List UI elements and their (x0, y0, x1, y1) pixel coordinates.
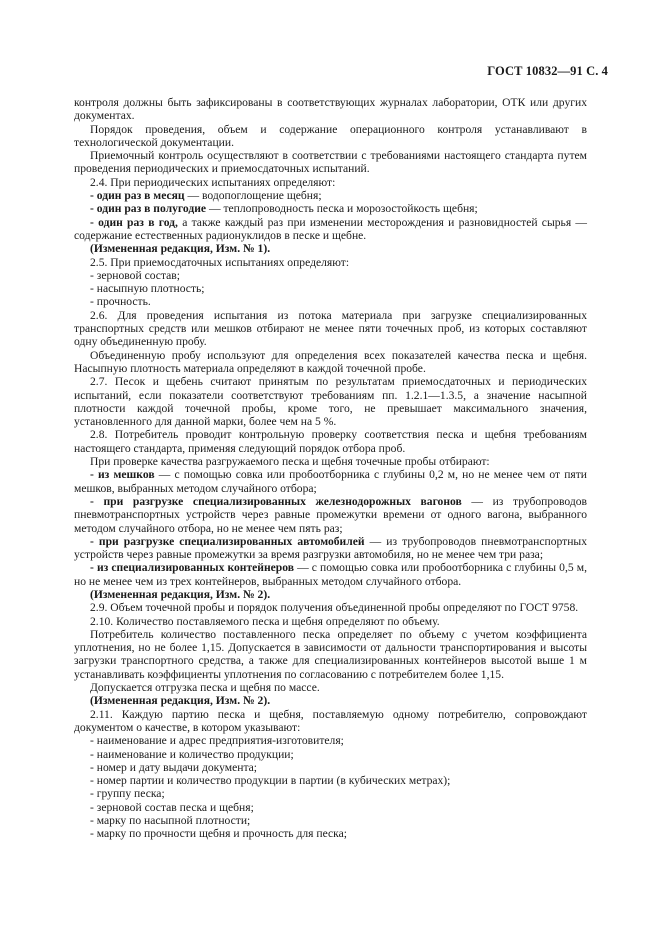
paragraph: Объединенную пробу используют для определения всех показателей качества песка и щебня. Насыпную плотность материала определяют в каждой точечной пробе. (74, 348, 587, 375)
item-text: — водопоглощение щебня; (184, 189, 322, 203)
list-item: - номер партии и количество продукции в партии (в кубических метрах); (90, 774, 451, 788)
paragraph: 2.4. При периодических испытаниях определяют: (90, 175, 336, 189)
list-item (74, 561, 587, 588)
list-item (74, 202, 587, 215)
bold-term: - один раз в полугодие (90, 202, 207, 216)
list-item: - наименование и количество продукции; (90, 747, 294, 761)
item-text: — из трубопроводов пневмотранспортных устройств через равные промежутки за время разгрузки автомобиля, но не менее чем три раза; (74, 534, 587, 562)
list-item (74, 495, 587, 535)
paragraph: контроля должны быть зафиксированы в соответствующих журналах лаборатории, ОТК или других документах. (74, 96, 587, 123)
item-text: а также каждый раз при изменении месторождения и разновидностей сырья — содержание естественных радионуклидов в песке и щебне. (74, 215, 587, 242)
list-item: - марку по насыпной плотности; (90, 814, 251, 828)
list-item: - зерновой состав; (90, 268, 181, 282)
amendment-note: (Измененная редакция, Изм. № 2). (90, 694, 271, 708)
paragraph: Приемочный контроль осуществляют в соответствии с требованиями настоящего стандарта путем проведения периодических и приемосдаточных испытаний. (74, 149, 587, 176)
paragraph: 2.8. Потребитель проводит контрольную проверку соответствия песка и щебня требованиям настоящего стандарта, применяя следующий порядок отбора проб. (74, 428, 587, 455)
amendment-note: (Измененная редакция, Изм. № 1). (90, 242, 271, 256)
paragraph: 2.6. Для проведения испытания из потока материала при загрузке специализированных транспортных средств или мешков отбирают не менее пяти точечных проб, из которых составляют одну объединенную пробу. (74, 308, 587, 349)
item-text: — с помощью совка или пробоотборника с глубины 0,5 м, но не менее чем из трех контейнеров, выбранных методом случайного отбора. (74, 561, 587, 588)
list-item (74, 535, 587, 562)
list-item: - прочность. (90, 295, 151, 309)
item-text: — теплопроводность песка и морозостойкость щебня; (206, 202, 478, 216)
bold-term: - один раз в год, (90, 215, 178, 229)
list-item: - номер и дату выдачи документа; (90, 760, 258, 774)
paragraph: Потребитель количество поставленного песка определяет по объему с учетом коэффициента уплотнения, но не более 1,15. Допускается в зависимости от дальности транспортирования и высоты загрузки транспортного средства, а также для специализированных контейнеров высотой выше 1 м устанавливать коэффициенты уплотнения по согласованию с потребителем более 1,15. (74, 627, 587, 681)
bold-term: - из мешков (90, 468, 155, 482)
paragraph: 2.9. Объем точечной пробы и порядок получения объединенной пробы определяют по ГОСТ 9758. (90, 601, 579, 615)
item-text: — из трубопроводов пневмотранспортных устройств через равные промежутки времени от одного вагона, выбранного методом случайного отбора, но не менее чем пять раз; (74, 494, 587, 535)
document-body (74, 96, 587, 841)
list-item: - зерновой состав песка и щебня; (90, 800, 254, 814)
item-text: — с помощью совка или пробоотборника с глубины 0,2 м, но не менее чем от пяти мешков, выбранных методом случайного отбора; (74, 468, 587, 495)
bold-term: - из специализированных контейнеров (90, 561, 295, 575)
paragraph: 2.7. Песок и щебень считают принятым по результатам приемосдаточных и периодических испытаний, если показатели соответствуют требованиям пп. 1.2.1—1.3.5, а значение насыпной плотности каждой точечной пробы, кроме того, не превышает максимального значения, установленного для данной марки, более чем на 5 %. (74, 375, 587, 429)
page-header: ГОСТ 10832—91 С. 4 (487, 64, 608, 78)
list-item (74, 468, 587, 495)
amendment-note: (Измененная редакция, Изм. № 2). (90, 587, 271, 601)
list-item (74, 189, 587, 202)
paragraph: При проверке качества разгружаемого песка и щебня точечные пробы отбирают: (90, 455, 490, 469)
list-item: - насыпную плотность; (90, 282, 205, 296)
paragraph: Порядок проведения, объем и содержание операционного контроля устанавливают в технологической документации. (74, 122, 587, 149)
bold-term: - один раз в месяц (90, 189, 185, 203)
paragraph: Допускается отгрузка песка и щебня по массе. (90, 681, 320, 695)
paragraph: 2.5. При приемосдаточных испытаниях определяют: (90, 255, 350, 269)
list-item: - марку по прочности щебня и прочность для песка; (90, 827, 348, 841)
list-item: - группу песка; (90, 787, 165, 801)
paragraph: 2.11. Каждую партию песка и щебня, поставляемую одному потребителю, сопровождают документом о качестве, в котором указывают: (74, 707, 587, 734)
bold-term: - при разгрузке специализированных железнодорожных вагонов (90, 494, 462, 508)
list-item: - наименование и адрес предприятия-изготовителя; (90, 734, 344, 748)
bold-term: - при разгрузке специализированных автомобилей (90, 534, 365, 548)
list-item (74, 216, 587, 243)
paragraph: 2.10. Количество поставляемого песка и щебня определяют по объему. (90, 614, 440, 628)
